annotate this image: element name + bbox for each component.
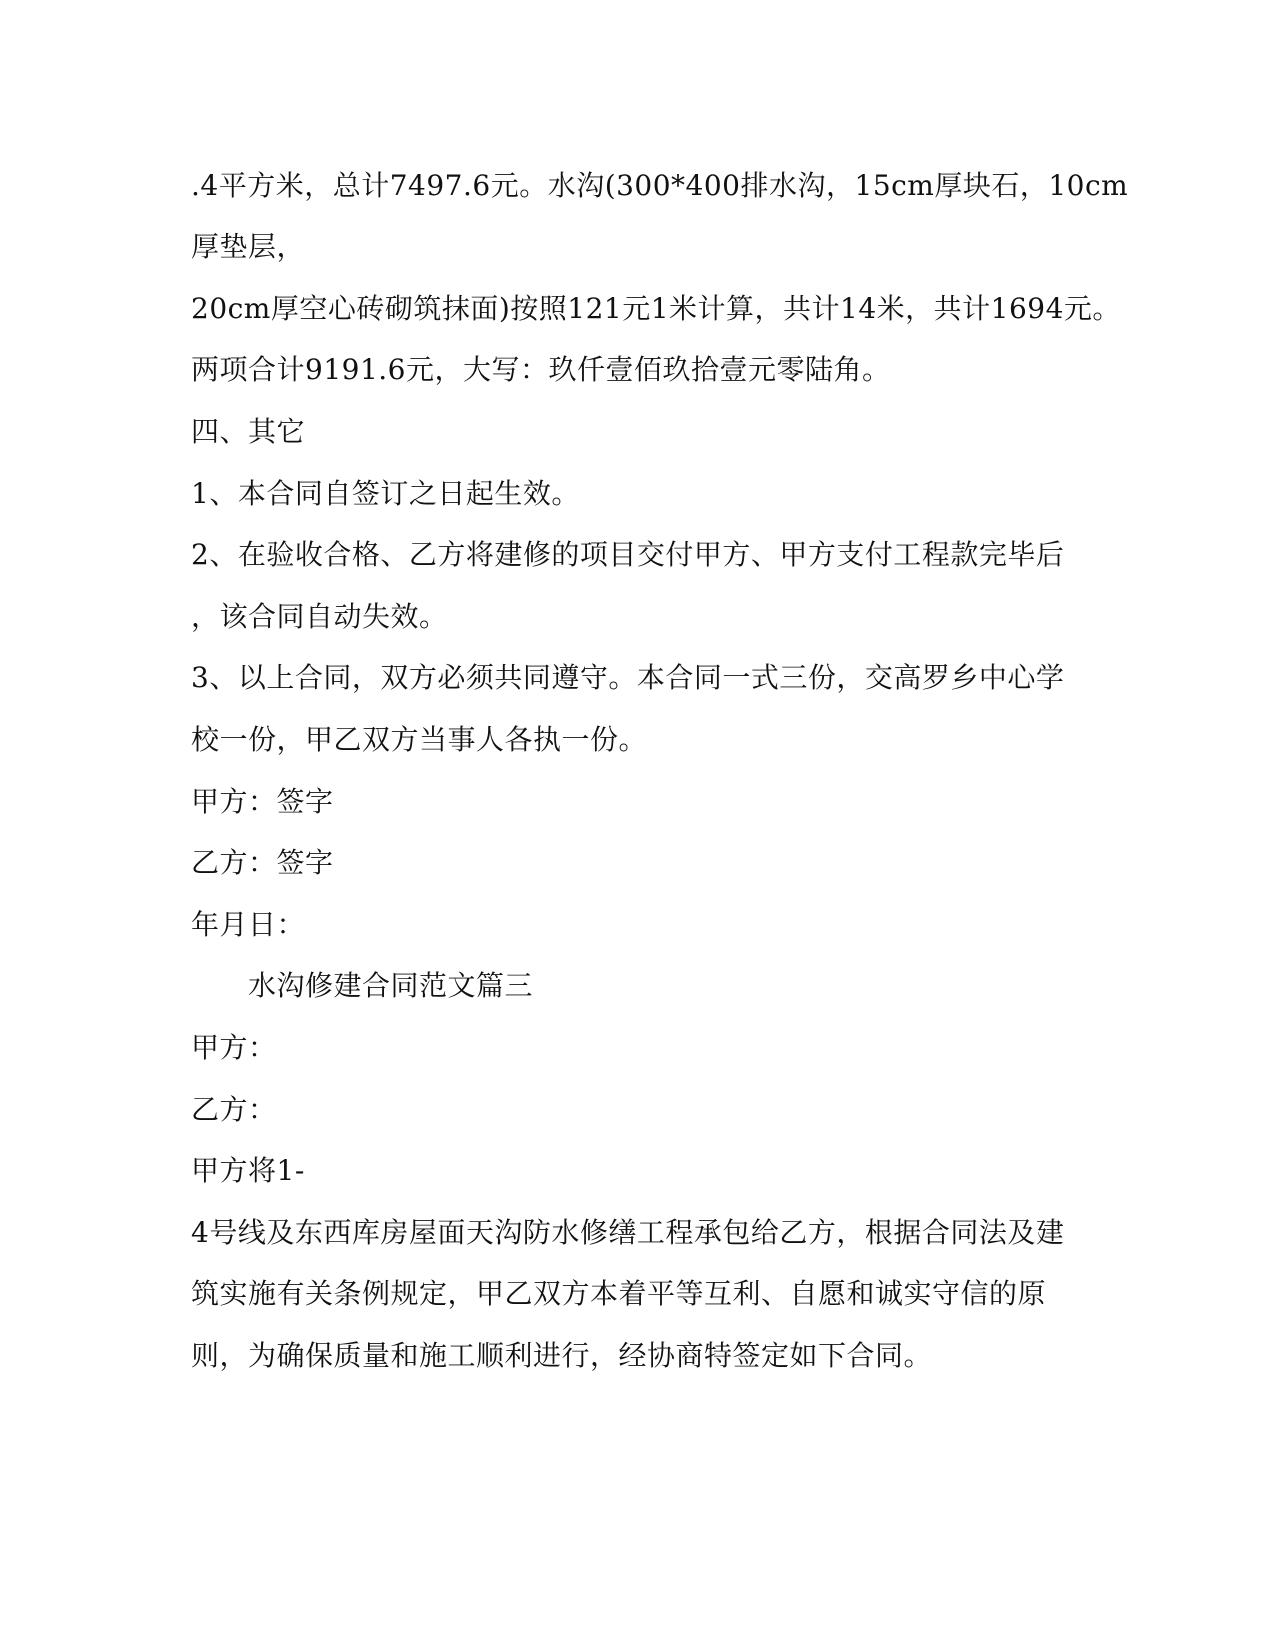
date-line: 年月日： <box>191 908 306 941</box>
clause-item: 1、本合同自签订之日起生效。 <box>191 477 580 510</box>
text-line: 两项合计9191.6元，大写：玖仟壹佰玖拾壹元零陆角。 <box>191 353 891 386</box>
party-a-signature: 甲方：签字 <box>191 785 334 818</box>
text-line: 甲方将1- <box>191 1154 305 1187</box>
text-line: ，该合同自动失效。 <box>191 600 448 633</box>
text-line: .4平方米，总计7497.6元。水沟(300*400排水沟，15cm厚块石，10cm <box>191 169 1129 202</box>
party-b-label: 乙方： <box>191 1093 277 1126</box>
section-title: 水沟修建合同范文篇三 <box>248 969 534 1002</box>
party-a-label: 甲方： <box>191 1031 277 1064</box>
text-line: 厚垫层， <box>191 230 306 263</box>
text-line: 则，为确保质量和施工顺利进行，经协商特签定如下合同。 <box>191 1339 933 1372</box>
text-line: 校一份，甲乙双方当事人各执一份。 <box>191 723 648 756</box>
text-line: 4号线及东西库房屋面天沟防水修缮工程承包给乙方，根据合同法及建 <box>191 1216 1065 1249</box>
text-line: 筑实施有关条例规定，甲乙双方本着平等互利、自愿和诚实守信的原 <box>191 1277 1047 1310</box>
clause-item: 3、以上合同，双方必须共同遵守。本合同一式三份，交高罗乡中心学 <box>191 661 1065 694</box>
section-heading: 四、其它 <box>191 415 306 448</box>
clause-item: 2、在验收合格、乙方将建修的项目交付甲方、甲方支付工程款完毕后 <box>191 538 1065 571</box>
party-b-signature: 乙方：签字 <box>191 846 334 879</box>
text-line: 20cm厚空心砖砌筑抹面)按照121元1米计算，共计14米，共计1694元。 <box>191 292 1121 325</box>
